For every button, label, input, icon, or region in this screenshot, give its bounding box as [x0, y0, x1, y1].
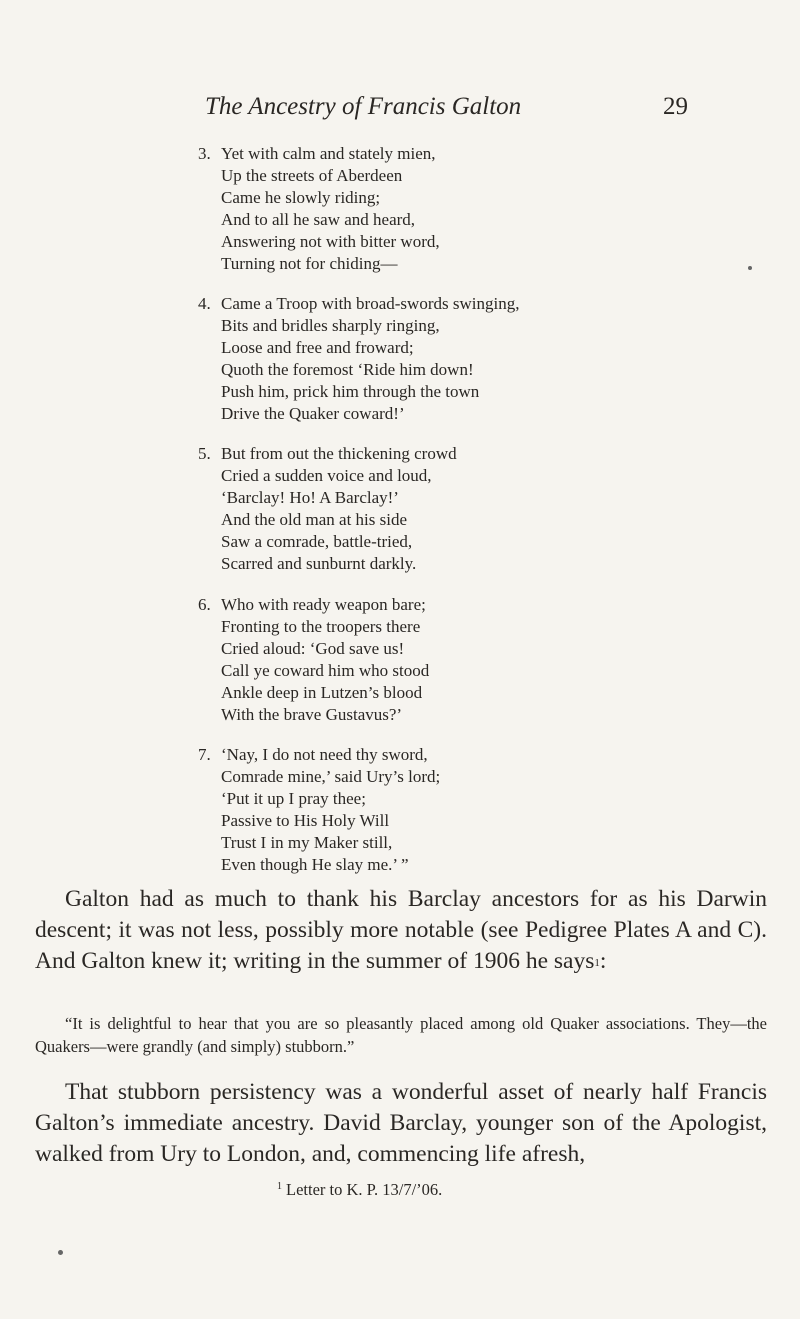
poem-line: Cried a sudden voice and loud, [221, 466, 432, 485]
stanza-number: 3. [198, 144, 211, 163]
poem-line: Came he slowly riding; [221, 188, 381, 207]
quote-text: “It is delightful to hear that you are so pleasantly placed among old Quaker associations. They—the Quakers—were grandly (and simply) stubborn.” [35, 1014, 767, 1056]
speck-mark [58, 1250, 63, 1255]
paragraph-text: Galton had as much to thank his Barclay ancestors for as his Darwin descent; it was not less, possibly more notable (see Pedigree Plates A and C). And Galton knew it; writing in the summer of 1906 he says [35, 886, 767, 974]
paragraph-text: That stubborn persistency was a wonderful asset of nearly half Francis Galton’s immediate ancestry. David Barclay, younger son of the Apologist, walked from Ury to London, and, commencing life afresh, [35, 1079, 767, 1167]
poem-line: Even though He slay me.’ ” [221, 855, 409, 874]
poem-line: Call ye coward him who stood [221, 661, 430, 680]
stanza-number: 4. [198, 294, 211, 313]
stanza-number: 5. [198, 444, 211, 463]
running-header [205, 93, 688, 125]
poem-line: Bits and bridles sharply ringing, [221, 316, 440, 335]
stanza-number: 6. [198, 595, 211, 614]
poem-line: And the old man at his side [221, 510, 408, 529]
poem-line: With the brave Gustavus?’ [221, 705, 403, 724]
poem-line: Passive to His Holy Will [221, 811, 390, 830]
poem-line: Came a Troop with broad-swords swinging, [221, 294, 520, 313]
body-paragraph [35, 1077, 767, 1170]
poem-line: Ankle deep in Lutzen’s blood [221, 683, 423, 702]
poem-line: Drive the Quaker coward!’ [221, 404, 405, 423]
poem-line: Fronting to the troopers there [221, 617, 421, 636]
stanza [198, 594, 430, 726]
running-title: The Ancestry of Francis Galton [205, 93, 522, 120]
poem-line: Trust I in my Maker still, [221, 833, 393, 852]
page-number: 29 [663, 93, 688, 120]
poem-line: Loose and free and froward; [221, 338, 414, 357]
body-paragraph [35, 884, 767, 977]
poem-line: But from out the thickening crowd [221, 444, 457, 463]
poem-line: ‘Barclay! Ho! A Barclay!’ [221, 488, 399, 507]
block-quote [35, 1012, 767, 1058]
poem-line: Scarred and sunburnt darkly. [221, 554, 417, 573]
poem-line: Yet with calm and stately mien, [221, 144, 436, 163]
poem-line: Cried aloud: ‘God save us! [221, 639, 405, 658]
speck-mark [748, 266, 752, 270]
poem-line: Who with ready weapon bare; [221, 595, 426, 614]
stanza [198, 143, 440, 275]
footnote-reference: 1 [594, 957, 600, 969]
footnote [277, 1180, 442, 1200]
poem-line: And to all he saw and heard, [221, 210, 416, 229]
poem-line: Turning not for chiding— [221, 254, 398, 273]
stanza [198, 744, 441, 876]
stanza [198, 293, 520, 425]
paragraph-suffix: : [599, 948, 607, 974]
poem-line: Comrade mine,’ said Ury’s lord; [221, 767, 441, 786]
footnote-text: Letter to K. P. 13/7/’06. [286, 1180, 443, 1199]
poem-line: Answering not with bitter word, [221, 232, 440, 251]
poem-line: Push him, prick him through the town [221, 382, 480, 401]
poem-line: ‘Put it up I pray thee; [221, 789, 366, 808]
poem-line: Saw a comrade, battle-tried, [221, 532, 413, 551]
stanza [198, 443, 457, 575]
poem-line: Quoth the foremost ‘Ride him down! [221, 360, 474, 379]
poem-line: ‘Nay, I do not need thy sword, [221, 745, 428, 764]
poem-line: Up the streets of Aberdeen [221, 166, 403, 185]
stanza-number: 7. [198, 745, 211, 764]
footnote-marker: 1 [277, 1181, 282, 1192]
